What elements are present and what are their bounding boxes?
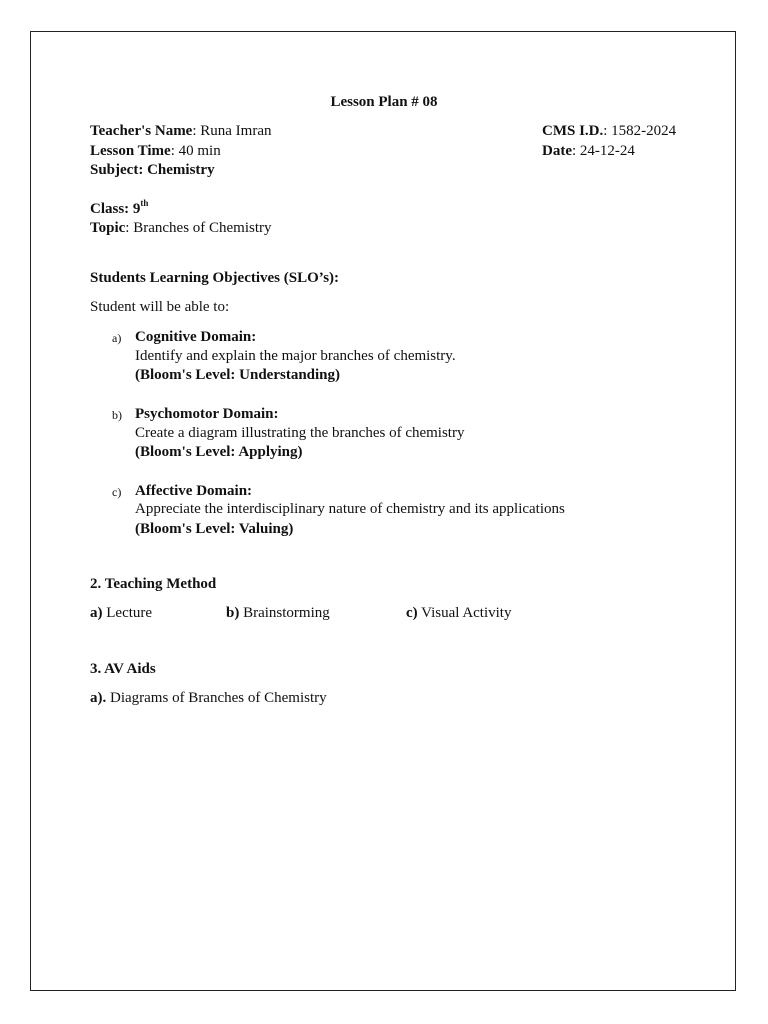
teaching-method-marker-c: c): [406, 605, 418, 621]
objective-level-b: (Bloom's Level: Applying): [135, 444, 303, 460]
page-title: Lesson Plan # 08: [330, 94, 438, 110]
objective-marker-c: c): [112, 485, 122, 499]
date-label: Date: [542, 143, 572, 159]
class-line: [90, 200, 148, 219]
av-aids-item-a: [90, 689, 327, 708]
teaching-method-text-a: Lecture: [102, 605, 153, 621]
av-aids-marker-a: a).: [90, 690, 107, 706]
objective-level-a: (Bloom's Level: Understanding): [135, 367, 341, 383]
av-aids-heading: 3. AV Aids: [90, 661, 156, 677]
date-value: : 24-12-24: [572, 143, 635, 159]
subject-line: [90, 161, 215, 180]
objective-description-c: Appreciate the interdisciplinary nature of chemistry and its applications: [135, 501, 565, 517]
objective-description-b: Create a diagram illustrating the branches of chemistry: [135, 425, 465, 441]
objective-marker-b: b): [112, 408, 122, 422]
slo-intro: Student will be able to:: [90, 299, 230, 315]
class-label: Class: 9: [90, 201, 141, 217]
class-superscript: th: [140, 198, 149, 208]
subject-label: Subject: Chemistry: [90, 162, 215, 178]
teaching-method-text-c: Visual Activity: [417, 605, 512, 621]
teaching-method-item-a: [90, 604, 152, 623]
objective-title-c: Affective Domain:: [135, 483, 253, 499]
objective-level-c: (Bloom's Level: Valuing): [135, 521, 294, 537]
lesson-time-line: [90, 142, 221, 161]
teacher-name-line: [90, 122, 272, 141]
objective-title-a: Cognitive Domain:: [135, 329, 257, 345]
teaching-method-item-b: [226, 604, 330, 623]
teaching-method-heading: 2. Teaching Method: [90, 576, 217, 592]
teaching-method-text-b: Brainstorming: [239, 605, 330, 621]
topic-value: : Branches of Chemistry: [125, 220, 272, 236]
objective-description-a: Identify and explain the major branches of chemistry.: [135, 348, 456, 364]
teacher-name-label: Teacher's Name: [90, 123, 193, 139]
lesson-time-label: Lesson Time: [90, 143, 171, 159]
teaching-method-marker-a: a): [90, 605, 103, 621]
cms-id-label: CMS I.D.: [542, 123, 604, 139]
cms-id-line: [542, 122, 676, 141]
objective-title-b: Psychomotor Domain:: [135, 406, 279, 422]
objective-marker-a: a): [112, 331, 122, 345]
teaching-method-marker-b: b): [226, 605, 240, 621]
av-aids-text-a: Diagrams of Branches of Chemistry: [106, 690, 327, 706]
topic-line: [90, 219, 272, 238]
lesson-time-value: : 40 min: [170, 143, 221, 159]
slo-heading: Students Learning Objectives (SLO’s):: [90, 270, 340, 286]
date-line: [542, 142, 635, 161]
topic-label: Topic: [90, 220, 126, 236]
teaching-method-item-c: [406, 604, 511, 623]
teacher-name-value: : Runa Imran: [192, 123, 272, 139]
cms-id-value: : 1582-2024: [603, 123, 677, 139]
